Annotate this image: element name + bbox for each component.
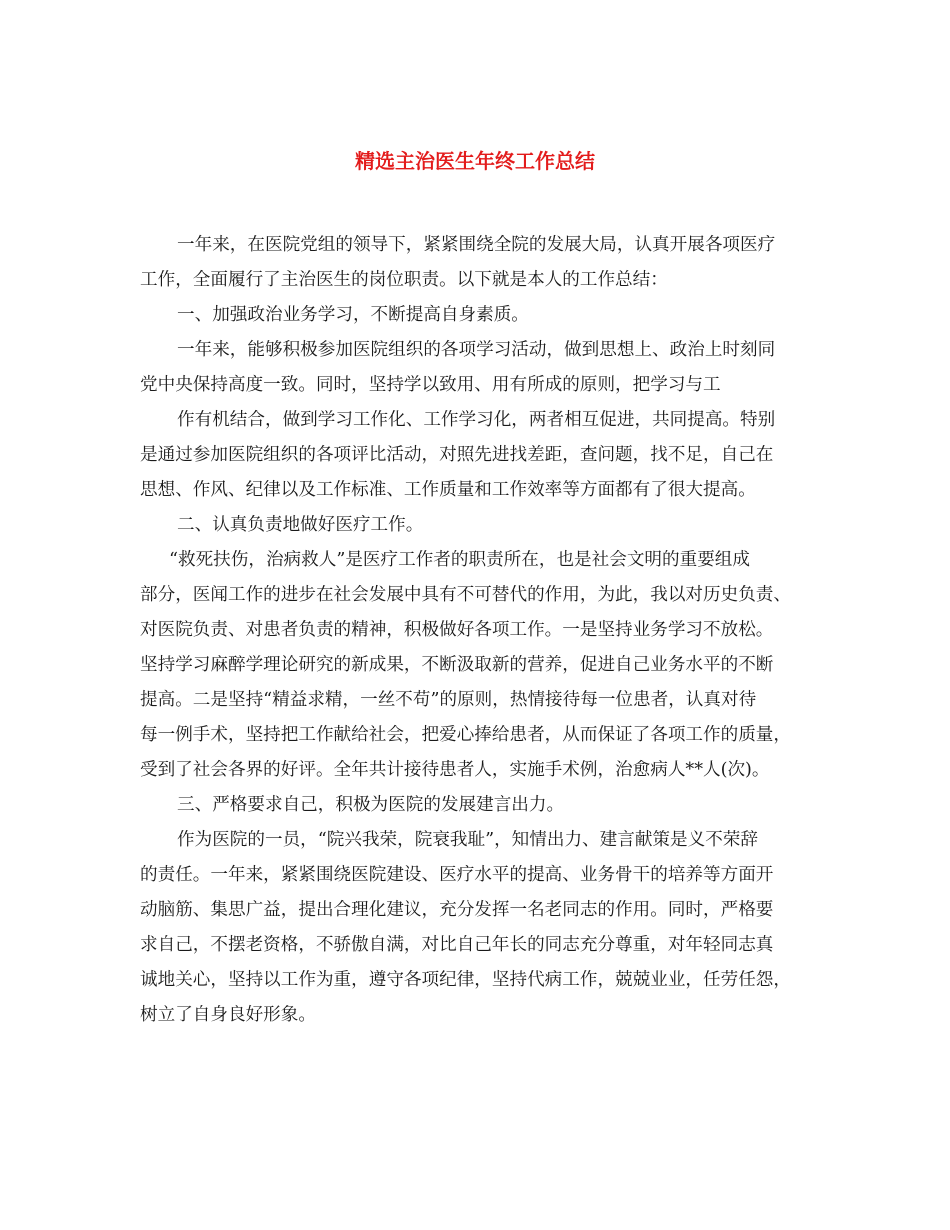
text-line: 思想、作风、纪律以及工作标准、工作质量和工作效率等方面都有了很大提高。 [140,480,756,500]
text-line: 树立了自身良好形象。 [140,1005,316,1025]
text-line: 二、认真负责地做好医疗工作。 [177,515,424,535]
text-line: 诚地关心，坚持以工作为重，遵守各项纪律，坚持代病工作，兢兢业业，任劳任怨， [140,970,791,990]
text-line: 对医院负责、对患者负责的精神，积极做好各项工作。一是坚持业务学习不放松。 [140,620,774,640]
text-line: 党中央保持高度一致。同时，坚持学以致用、用有所成的原则，把学习与工 [140,375,721,395]
text-line: 三、严格要求自己，积极为医院的发展建言出力。 [177,795,565,815]
text-line: 每一例手术，坚持把工作献给社会，把爱心捧给患者，从而保证了各项工作的质量， [140,725,791,745]
text-line: 求自己，不摆老资格，不骄傲自满，对比自己年长的同志充分尊重，对年轻同志真 [140,935,774,955]
text-line: 受到了社会各界的好评。全年共计接待患者人，实施手术例，治愈病人**人(次)。 [140,760,770,780]
text-line: 提高。二是坚持“精益求精，一丝不苟”的原则，热情接待每一位患者，认真对待 [140,690,757,710]
text-line: 作为医院的一员，“院兴我荣，院衰我耻”，知情出力、建言献策是义不荣辞 [177,830,758,850]
text-line: 一年来，在医院党组的领导下，紧紧围绕全院的发展大局，认真开展各项医疗 [177,235,776,255]
text-line: 一年来，能够积极参加医院组织的各项学习活动，做到思想上、政治上时刻同 [177,340,776,360]
text-line: “救死扶伤，治病救人”是医疗工作者的职责所在，也是社会文明的重要组成 [169,550,750,570]
text-line: 部分，医闻工作的进步在社会发展中具有不可替代的作用，为此，我以对历史负责、 [140,585,791,605]
text-line: 作有机结合，做到学习工作化、工作学习化，两者相互促进，共同提高。特别 [177,410,776,430]
text-line: 的责任。一年来，紧紧围绕医院建设、医疗水平的提高、业务骨干的培养等方面开 [140,865,774,885]
text-line: 动脑筋、集思广益，提出合理化建议，充分发挥一名老同志的作用。同时，严格要 [140,900,774,920]
document-title: 精选主治医生年终工作总结 [355,149,595,173]
text-line: 一、加强政治业务学习，不断提高自身素质。 [177,305,529,325]
text-line: 是通过参加医院组织的各项评比活动，对照先进找差距，查问题，找不足，自己在 [140,445,774,465]
text-line: 坚持学习麻醉学理论研究的新成果，不断汲取新的营养，促进自己业务水平的不断 [140,655,774,675]
text-line: 工作，全面履行了主治医生的岗位职责。以下就是本人的工作总结： [140,270,668,290]
